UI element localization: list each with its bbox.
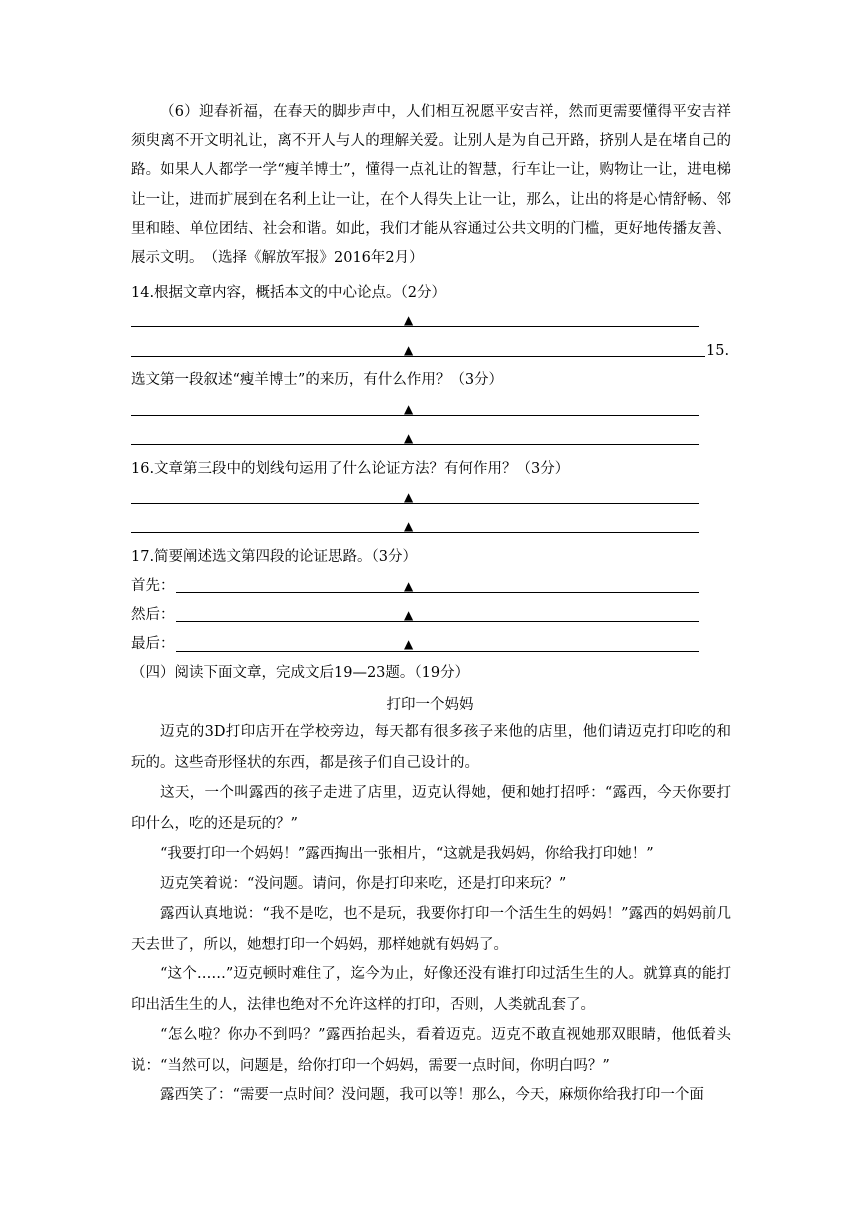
answer-line[interactable]: [131, 444, 699, 445]
question-17: 17.简要阐述选文第四段的论证思路。（3分）: [131, 549, 418, 565]
story-paragraph: “我要打印一个妈妈！”露西掏出一张相片，“这就是我妈妈，你给我打印她！”: [160, 846, 654, 862]
answer-line[interactable]: [131, 326, 699, 327]
answer-marker: ▲: [404, 402, 414, 416]
answer-marker: ▲: [404, 519, 414, 533]
answer-marker: ▲: [404, 343, 414, 357]
answer-marker: ▲: [404, 313, 414, 327]
answer-line[interactable]: [131, 356, 705, 357]
story-paragraph: 露西认真地说：“我不是吃，也不是玩，我要你打印一个活生生的妈妈！”露西的妈妈前几天去世了，所以，她想打印一个妈妈，那样她就有妈妈了。: [131, 906, 731, 953]
question-14: 14.根据文章内容，概括本文的中心论点。（2分）: [131, 285, 447, 301]
answer-line[interactable]: [176, 592, 699, 593]
story-paragraph: 露西笑了：“需要一点时间？没问题，我可以等！那么，今天，麻烦你给我打印一个面: [160, 1087, 704, 1103]
story-paragraph: “怎么啦？你办不到吗？”露西抬起头，看着迈克。迈克不敢直视她那双眼睛，他低着头说：“当然可以，问题是，给你打印一个妈妈，需要一点时间，你明白吗？”: [131, 1027, 731, 1074]
section-4-heading: （四）阅读下面文章，完成文后19—23题。（19分）: [131, 665, 470, 681]
step-label-finally: 最后：: [131, 636, 175, 652]
answer-line[interactable]: [176, 621, 699, 622]
answer-line[interactable]: [131, 415, 699, 416]
story-paragraph: “这个……”迈克顿时难住了，迄今为止，好像还没有谁打印过活生生的人。就算真的能打印出活生生的人，法律也绝对不允许这样的打印，否则，人类就乱套了。: [131, 966, 731, 1013]
passage-paragraph-6: （6）迎春祈福，在春天的脚步声中，人们相互祝愿平安吉祥，然而更需要懂得平安吉祥须臾离不开文明礼让，离不开人与人的理解关爱。让别人是为自己开路，挤别人是在堵自己的路。如果人人都学一学“瘦羊博士”，懂得一点礼让的智慧，行车让一让，购物让一让，进电梯让一让，进而扩展到在名利上让一让，在个人得失上让一让，那么，让出的将是心情舒畅、邻里和睦、单位团结、社会和谐。如此，我们才能从容通过公共文明的门槛，更好地传播友善、展示文明。 （选择《解放军报》2016年2月）: [131, 104, 731, 267]
step-label-then: 然后：: [131, 607, 175, 623]
answer-line[interactable]: [131, 503, 699, 504]
story-paragraph: 迈克的3D打印店开在学校旁边，每天都有很多孩子来他的店里，他们请迈克打印吃的和玩的。这些奇形怪状的东西，都是孩子们自己设计的。: [131, 724, 731, 771]
answer-marker: ▲: [404, 490, 414, 504]
answer-line[interactable]: [131, 532, 699, 533]
question-15: 选文第一段叙述“瘦羊博士”的来历，有什么作用？（3分）: [131, 372, 504, 388]
story-title: 打印一个妈妈: [386, 697, 474, 713]
answer-marker: ▲: [404, 608, 414, 622]
story-paragraph: 这天，一个叫露西的孩子走进了店里，迈克认得她，便和她打招呼：“露西，今天你要打印什么，吃的还是玩的？”: [131, 785, 731, 832]
question-15-number: 15.: [706, 343, 730, 359]
question-16: 16.文章第三段中的划线句运用了什么论证方法？有何作用？（3分）: [131, 461, 570, 477]
story-paragraph: 迈克笑着说：“没问题。请问，你是打印来吃，还是打印来玩？”: [160, 876, 567, 892]
answer-line[interactable]: [176, 651, 699, 652]
answer-marker: ▲: [404, 637, 414, 651]
answer-marker: ▲: [404, 431, 414, 445]
answer-marker: ▲: [404, 579, 414, 593]
step-label-first: 首先：: [131, 578, 175, 594]
